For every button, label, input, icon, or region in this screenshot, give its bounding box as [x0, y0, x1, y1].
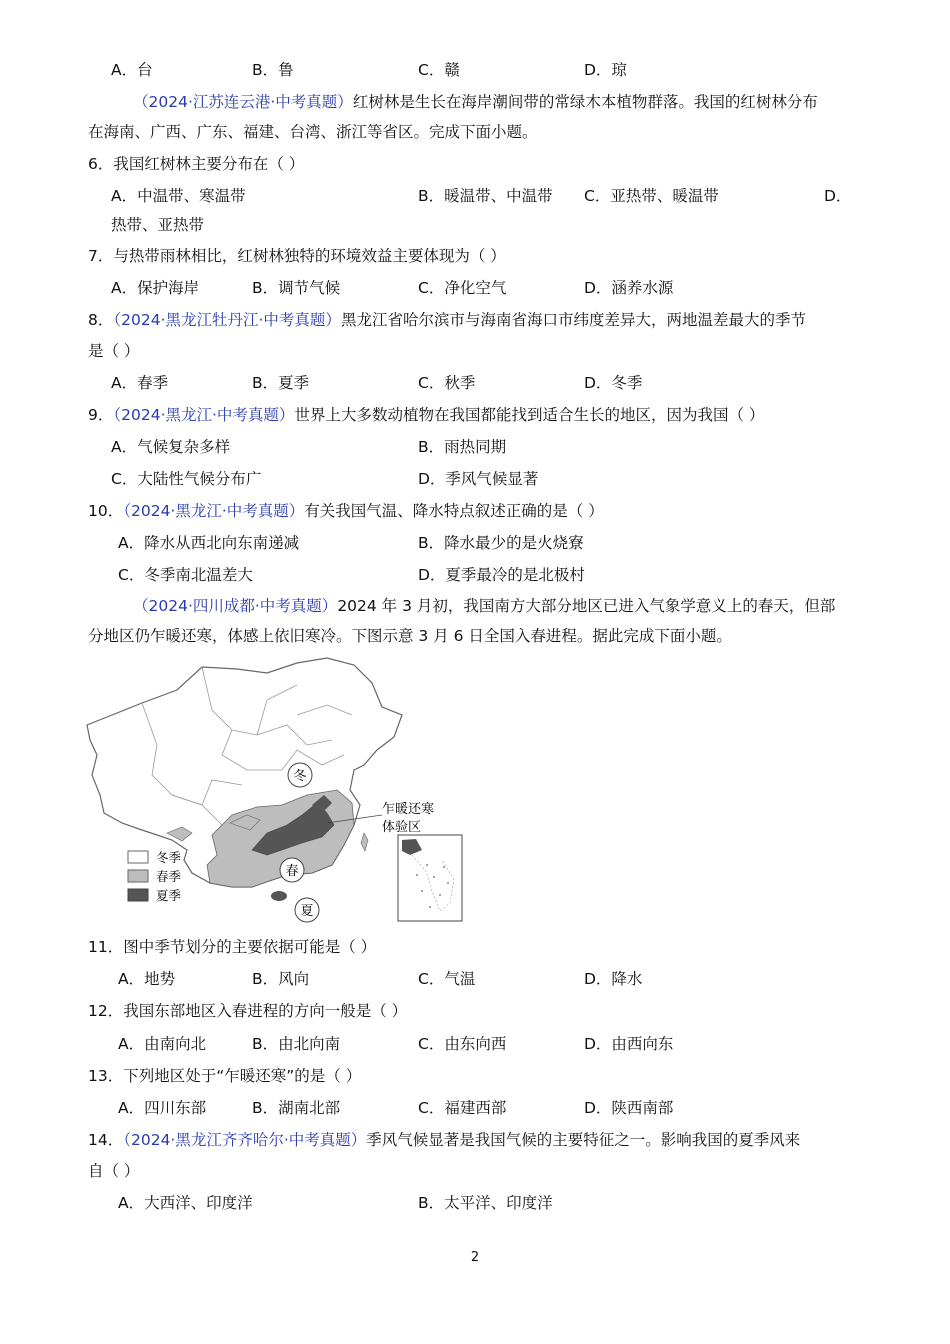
context-1-line-1 — [133, 92, 818, 112]
hainan-island — [271, 891, 287, 901]
q12-option-c: C．由东向西 — [418, 1035, 507, 1053]
circle-label-summer: 夏 — [300, 904, 314, 919]
circle-label-spring: 春 — [285, 864, 299, 879]
taiwan-island — [361, 833, 368, 851]
q10-option-d: D．夏季最冷的是北极村 — [418, 566, 585, 584]
q5-option-c: C．赣 — [418, 61, 460, 79]
q10-option-b: B．降水最少的是火烧寮 — [418, 534, 584, 552]
q14-stem-line-1 — [88, 1130, 800, 1150]
legend-swatch-spring — [128, 870, 148, 882]
q9-text: 世界上大多数动植物在我国都能找到适合生长的地区，因为我国（ ） — [294, 406, 765, 424]
legend-swatch-summer — [128, 889, 148, 901]
q12-option-a: A．由南向北 — [118, 1035, 207, 1053]
q12-stem: 12．我国东部地区入春进程的方向一般是（ ） — [88, 1002, 408, 1020]
q11-option-c: C．气温 — [418, 970, 476, 988]
q13-stem: 13．下列地区处于“乍暖还寒”的是（ ） — [88, 1067, 362, 1085]
q13-option-d: D．陕西南部 — [584, 1099, 674, 1117]
spring-onset-map — [82, 655, 467, 925]
q5-option-d: D．琼 — [584, 61, 627, 79]
q6-option-d-text: 热带、亚热带 — [111, 216, 205, 234]
q8-option-c: C．秋季 — [418, 374, 476, 392]
q10-text: 有关我国气温、降水特点叙述正确的是（ ） — [304, 502, 604, 520]
context-1-source: （2024·江苏连云港·中考真题） — [133, 93, 353, 111]
q12-option-d: D．由西向东 — [584, 1035, 674, 1053]
context-2-source: （2024·四川成都·中考真题） — [133, 597, 338, 615]
q12-option-b: B．由北向南 — [252, 1035, 341, 1053]
q10-option-a: A．降水从西北向东南递减 — [118, 534, 300, 552]
q6-stem: 6．我国红树林主要分布在（ ） — [88, 155, 305, 173]
legend-label-winter: 冬季 — [156, 850, 182, 865]
q9-source: （2024·黑龙江·中考真题） — [113, 406, 295, 424]
q8-source: （2024·黑龙江牡丹江·中考真题） — [113, 311, 341, 329]
context-2-line-1 — [133, 596, 835, 616]
q5-option-b: B．鲁 — [252, 61, 294, 79]
q6-option-c: C．亚热带、暖温带 — [584, 187, 719, 205]
context-2-text-1: 2024 年 3 月初，我国南方大部分地区已进入气象学意义上的春天，但部 — [337, 597, 836, 615]
q13-option-b: B．湖南北部 — [252, 1099, 341, 1117]
q10-source: （2024·黑龙江·中考真题） — [123, 502, 305, 520]
q14-option-b: B．太平洋、印度洋 — [418, 1194, 553, 1212]
context-1-line-2: 在海南、广西、广东、福建、台湾、浙江等省区。完成下面小题。 — [88, 123, 538, 141]
legend-label-spring: 春季 — [156, 869, 182, 884]
q14-text-1: 季风气候显著是我国气候的主要特征之一。影响我国的夏季风来 — [366, 1131, 801, 1149]
q14-source: （2024·黑龙江齐齐哈尔·中考真题） — [123, 1131, 367, 1149]
legend-label-summer: 夏季 — [156, 888, 182, 903]
q7-stem: 7．与热带雨林相比，红树林独特的环境效益主要体现为（ ） — [88, 247, 506, 265]
q13-option-a: A．四川东部 — [118, 1099, 207, 1117]
q6-option-b: B．暖温带、中温带 — [418, 187, 553, 205]
q7-option-a: A．保护海岸 — [111, 279, 200, 297]
q8-stem-line-1 — [88, 310, 806, 330]
q11-option-d: D．降水 — [584, 970, 643, 988]
china-season-map-svg — [82, 655, 467, 925]
callout-text-1: 乍暖还寒 — [382, 802, 435, 817]
q9-option-d: D．季风气候显著 — [418, 470, 539, 488]
q6-option-a: A．中温带、寒温带 — [111, 187, 246, 205]
page-number: 2 — [470, 1250, 480, 1265]
q11-stem: 11．图中季节划分的主要依据可能是（ ） — [88, 938, 377, 956]
context-1-text-1: 红树林是生长在海岸潮间带的常绿木本植物群落。我国的红树林分布 — [352, 93, 818, 111]
q8-stem-line-2: 是（ ） — [88, 342, 140, 360]
q13-option-c: C．福建西部 — [418, 1099, 507, 1117]
q10-option-c: C．冬季南北温差大 — [118, 566, 253, 584]
q5-option-a: A．台 — [111, 61, 153, 79]
q14-number: 14． — [88, 1131, 124, 1149]
q7-option-b: B．调节气候 — [252, 279, 341, 297]
q8-text-1: 黑龙江省哈尔滨市与海南省海口市纬度差异大，两地温差最大的季节 — [340, 311, 806, 329]
q9-option-a: A．气候复杂多样 — [111, 438, 231, 456]
q10-number: 10． — [88, 502, 124, 520]
q11-option-b: B．风向 — [252, 970, 310, 988]
legend-swatch-winter — [128, 851, 148, 863]
q6-option-d: D． — [824, 187, 852, 205]
q9-number: 9． — [88, 406, 114, 424]
q14-option-a: A．大西洋、印度洋 — [118, 1194, 253, 1212]
q9-option-b: B．雨热同期 — [418, 438, 507, 456]
q10-stem — [88, 501, 604, 521]
callout-text-2: 体验区 — [382, 820, 422, 835]
context-2-line-2: 分地区仍乍暖还寒，体感上依旧寒冷。下图示意 3 月 6 日全国入春进程。据此完成下面小题。 — [88, 627, 732, 645]
q7-option-c: C．净化空气 — [418, 279, 507, 297]
q14-stem-line-2: 自（ ） — [88, 1162, 140, 1180]
q8-number: 8． — [88, 311, 114, 329]
circle-label-winter: 冬 — [293, 769, 307, 784]
q8-option-a: A．春季 — [111, 374, 169, 392]
q9-option-c: C．大陆性气候分布广 — [111, 470, 262, 488]
q9-stem — [88, 405, 764, 425]
q7-option-d: D．涵养水源 — [584, 279, 674, 297]
q8-option-b: B．夏季 — [252, 374, 310, 392]
q8-option-d: D．冬季 — [584, 374, 643, 392]
q11-option-a: A．地势 — [118, 970, 176, 988]
